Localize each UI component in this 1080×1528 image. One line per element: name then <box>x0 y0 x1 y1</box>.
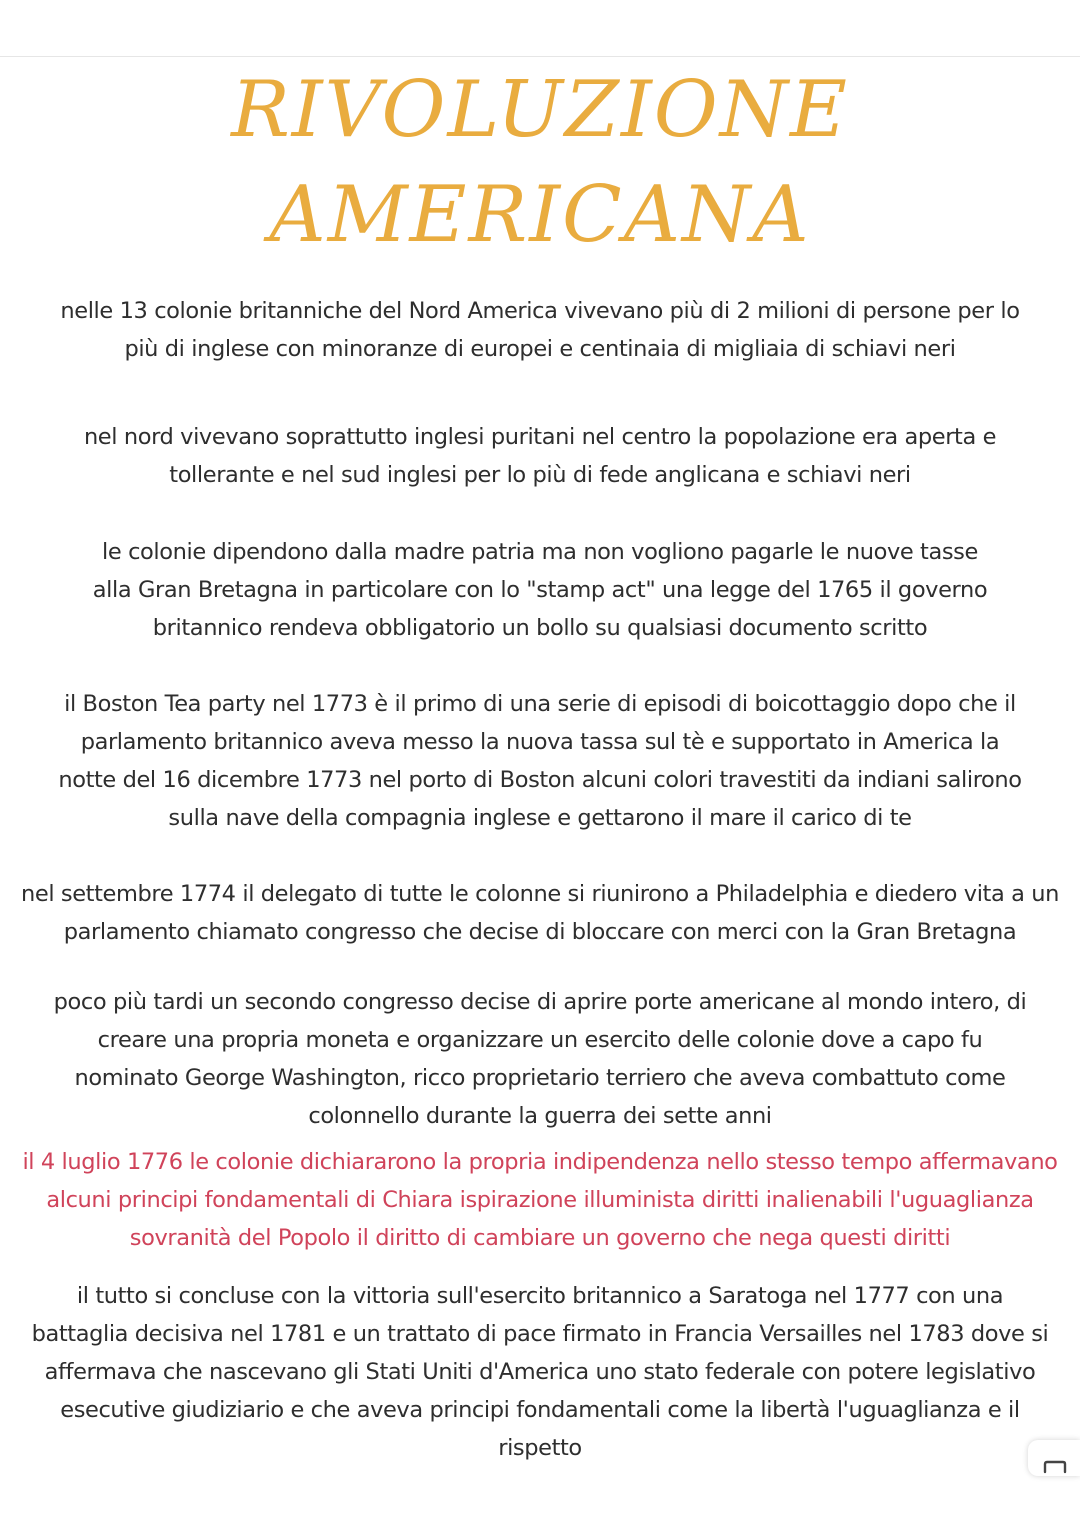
text-line: le colonie dipendono dalla madre patria ma non vogliono pagarle le nuove tasse <box>102 539 978 565</box>
text-line: alla Gran Bretagna in particolare con lo "stamp act" una legge del 1765 il governo <box>92 577 988 603</box>
page-bottom-area <box>0 1470 1080 1528</box>
page-title-line-1: RIVOLUZIONE <box>231 65 849 155</box>
page-title-line-2: AMERICANA <box>269 170 811 260</box>
text-line: tollerante e nel sud inglesi per lo più di fede anglicana e schiavi neri <box>169 462 911 488</box>
text-line: nel nord vivevano soprattutto inglesi puritani nel centro la popolazione era aperta e <box>83 424 997 450</box>
paragraph-boston-tea-party <box>0 685 1080 837</box>
text-line: il Boston Tea party nel 1773 è il primo di una serie di episodi di boicottaggio dopo che il <box>64 691 1016 717</box>
text-line: battaglia decisiva nel 1781 e un trattato di pace firmato in Francia Versailles nel 1783 dove si <box>31 1321 1049 1347</box>
paragraph-stamp-act <box>0 533 1080 647</box>
text-line: il tutto si concluse con la vittoria sull'esercito britannico a Saratoga nel 1777 con una <box>76 1283 1004 1309</box>
text-line: parlamento britannico aveva messo la nuova tassa sul tè e supportato in America la <box>80 729 1000 755</box>
text-line: nel settembre 1774 il delegato di tutte le colonne si riunirono a Philadelphia e diedero vita a un <box>21 881 1059 907</box>
text-line: creare una propria moneta e organizzare un esercito delle colonie dove a capo fu <box>97 1027 983 1053</box>
comment-button[interactable] <box>1028 1440 1080 1476</box>
text-line: colonnello durante la guerra dei sette anni <box>308 1103 772 1129</box>
paragraph-regions <box>0 418 1080 494</box>
paragraph-first-congress <box>0 875 1080 951</box>
text-line: parlamento chiamato congresso che decise di bloccare con merci con la Gran Bretagna <box>63 919 1017 945</box>
text-line: esecutive giudiziario e che aveva principi fondamentali come la libertà l'uguaglianza e il <box>60 1397 1020 1423</box>
text-line: nominato George Washington, ricco proprietario terriero che aveva combattuto come <box>74 1065 1006 1091</box>
text-line: notte del 16 dicembre 1773 nel porto di Boston alcuni colori travestiti da indiani salirono <box>58 767 1022 793</box>
text-line: britannico rendeva obbligatorio un bollo su qualsiasi documento scritto <box>152 615 928 641</box>
text-line: affermava che nascevano gli Stati Uniti d'America uno stato federale con potere legislativo <box>44 1359 1036 1385</box>
text-line: poco più tardi un secondo congresso decise di aprire porte americane al mondo intero, di <box>53 989 1027 1015</box>
text-line: più di inglese con minoranze di europei e centinaia di migliaia di schiavi neri <box>124 336 956 362</box>
text-line: il 4 luglio 1776 le colonie dichiararono la propria indipendenza nello stesso tempo affermavano <box>22 1149 1058 1175</box>
paragraph-colonies-population <box>0 292 1080 368</box>
paragraph-conclusion <box>0 1277 1080 1467</box>
paragraph-second-congress <box>0 983 1080 1135</box>
text-line: nelle 13 colonie britanniche del Nord America vivevano più di 2 milioni di persone per lo <box>60 298 1020 324</box>
paragraph-declaration-highlight <box>0 1143 1080 1257</box>
text-line: alcuni principi fondamentali di Chiara ispirazione illuminista diritti inalienabili l'uguaglianza <box>46 1187 1034 1213</box>
text-line: rispetto <box>498 1435 582 1461</box>
text-line: sulla nave della compagnia inglese e gettarono il mare il carico di te <box>168 805 912 831</box>
comment-icon <box>1042 1460 1068 1474</box>
text-line: sovranità del Popolo il diritto di cambiare un governo che nega questi diritti <box>129 1225 951 1251</box>
